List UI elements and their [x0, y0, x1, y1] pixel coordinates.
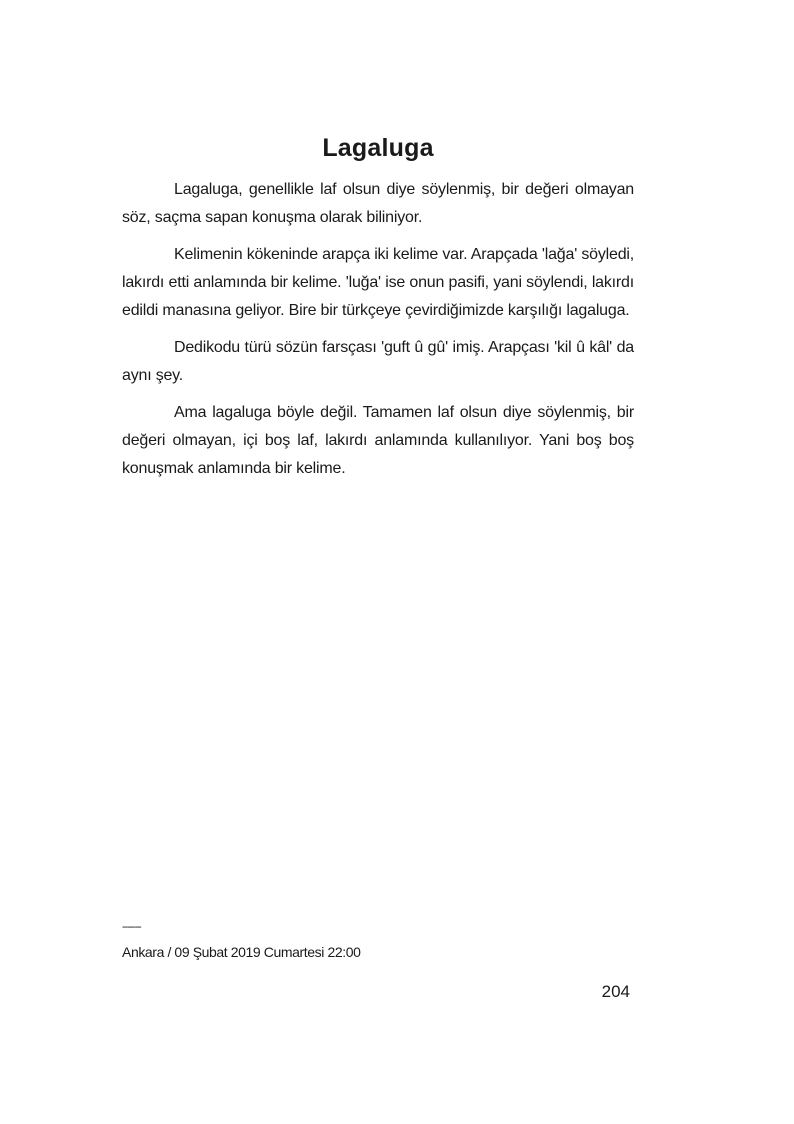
paragraph: Kelimenin kökeninde arapça iki kelime var. Arapçada 'lağa' söyledi, lakırdı etti anlamında bir kelime. 'luğa' ise onun pasifi, yani söylendi, lakırdı edildi manasına geliyor. Bire bir türkçeye çevirdiğimizde karşılığı lagaluga. [122, 246, 634, 319]
page-number: 204 [601, 982, 630, 1001]
article-body [122, 176, 634, 492]
paragraph: Lagaluga, genellikle laf olsun diye söylenmiş, bir değeri olmayan söz, saçma sapan konuşma olarak biliniyor. [122, 181, 634, 226]
footnote-separator: ------- [122, 921, 141, 933]
paragraph: Dedikodu türü sözün farsçası 'guft û gû' imiş. Arapçası 'kil û kâl' da aynı şey. [122, 339, 634, 384]
page-title: Lagaluga [322, 134, 434, 162]
place-date-signature: Ankara / 09 Şubat 2019 Cumartesi 22:00 [122, 944, 361, 960]
paragraph: Ama lagaluga böyle değil. Tamamen laf olsun diye söylenmiş, bir değeri olmayan, içi boş laf, lakırdı anlamında kullanılıyor. Yani boş boş konuşmak anlamında bir kelime. [122, 404, 634, 477]
